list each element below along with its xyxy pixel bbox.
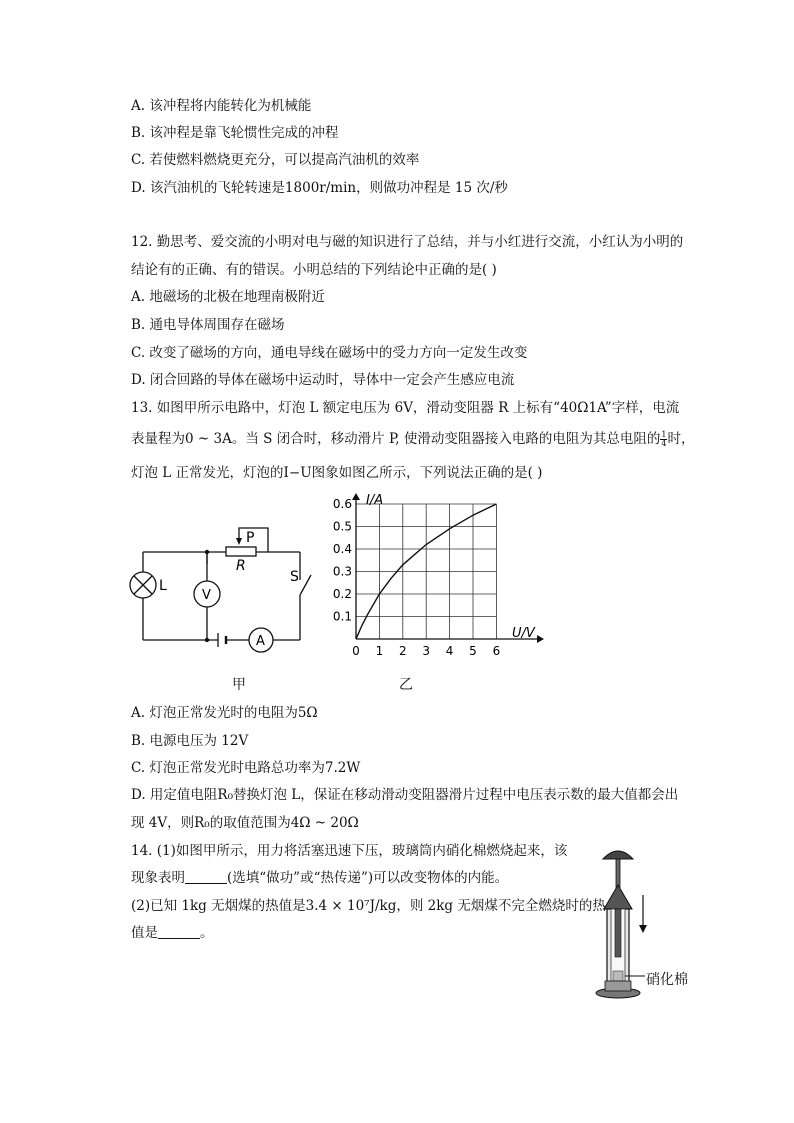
- answer-blank-2[interactable]: [158, 924, 200, 939]
- q14-part1-line1: 14. (1)如图甲所示，用力将活塞迅速下压，玻璃筒内硝化棉燃烧起来，该: [131, 843, 568, 859]
- ammeter-label: A: [256, 634, 265, 649]
- figure-b-caption: 乙: [399, 677, 413, 693]
- q13-stem-line1: 13. 如图甲所示电路中，灯泡 L 额定电压为 6V，滑动变阻器 R 上标有“40Ω1A”字样，电流: [131, 400, 680, 416]
- q13-option-a: A. 灯泡正常发光时的电阻为5Ω: [131, 705, 318, 721]
- x-tick-label: 6: [492, 644, 501, 658]
- iu-graph: [330, 490, 550, 675]
- q12-option-c: C. 改变了磁场的方向，通电导线在磁场中的受力方向一定发生改变: [131, 345, 528, 361]
- q12-option-b: B. 通电导体周围存在磁场: [131, 317, 285, 333]
- q13-stem-line2: [131, 430, 694, 448]
- circuit-diagram: [128, 520, 328, 660]
- q14-part2-line1: (2)已知 1kg 无烟煤的热值是3.4 × 10⁷J/kg，则 2kg 无烟煤不完全燃烧时的热: [131, 898, 606, 914]
- q12-option-a: A. 地磁场的北极在地理南极附近: [131, 289, 325, 305]
- q14-part2-line2: 值是 。: [131, 925, 214, 941]
- fraction-one-quarter: $\frac{1}{4}$: [661, 430, 667, 448]
- lamp-label: L: [159, 578, 167, 594]
- x-tick-label: 0: [352, 644, 360, 658]
- slider-arrow-icon: [236, 538, 242, 545]
- q11-option-c: C. 若使燃料燃烧更充分，可以提高汽油机的效率: [131, 152, 420, 168]
- x-tick-label: 5: [469, 644, 477, 658]
- piston-knob-icon: [603, 851, 633, 859]
- y-tick-label: 0.2: [332, 587, 352, 601]
- q13-stem-line2-a: 表量程为0 ~ 3A。当 S 闭合时，移动滑片 P, 使滑动变阻器接入电路的电阻为其总电阻的: [131, 431, 661, 447]
- q13-option-c: C. 灯泡正常发光时电路总功率为7.2W: [131, 760, 361, 776]
- x-tick-label: 4: [445, 644, 454, 658]
- switch-label: S: [290, 569, 299, 585]
- x-tick-label: 2: [398, 644, 407, 658]
- lamp-icon: [130, 572, 156, 598]
- q11-option-d: D. 该汽油机的飞轮转速是1800r/min，则做功冲程是 15 次/秒: [131, 180, 508, 196]
- y-tick-label: 0.1: [332, 609, 352, 624]
- q12-stem-line1: 12. 勤思考、爱交流的小明对电与磁的知识进行了总结，并与小红进行交流，小红认为小明的: [131, 234, 684, 250]
- q14-part1-line2: 现象表明 (选填“做功”或“热传递”)可以改变物体的内能。: [131, 870, 509, 886]
- voltmeter-label: V: [202, 588, 211, 603]
- y-tick-label: 0.5: [332, 519, 352, 534]
- device-label: 硝化棉: [646, 972, 688, 988]
- q11-option-b: B. 该冲程是靠飞轮惯性完成的冲程: [131, 125, 339, 141]
- cotton-icon: [613, 971, 623, 981]
- x-tick-label: 1: [375, 644, 384, 658]
- x-tick-label: 3: [422, 644, 431, 658]
- slider-label: P: [246, 530, 255, 546]
- q13-option-d-line2: 现 4V，则R₀的取值范围为4Ω ~ 20Ω: [131, 815, 359, 831]
- q11-option-a: A. 该冲程将内能转化为机械能: [131, 98, 312, 114]
- down-arrow-icon: [639, 925, 647, 933]
- q12-option-d: D. 闭合回路的导体在磁场中运动时，导体中一定会产生感应电流: [131, 372, 515, 388]
- y-tick-label: 0.6: [332, 497, 352, 511]
- y-tick-label: 0.3: [332, 564, 352, 579]
- x-axis-label: U/V: [512, 626, 535, 641]
- y-tick-label: 0.4: [332, 542, 352, 556]
- rheostat-label: R: [236, 558, 246, 574]
- x-axis-arrow-icon: [537, 635, 544, 643]
- q13-stem-line3: 灯泡 L 正常发光，灯泡的I−U图象如图乙所示，下列说法正确的是( ): [131, 465, 543, 481]
- q13-option-d-line1: D. 用定值电阻R₀替换灯泡 L，保证在移动滑动变阻器滑片过程中电压表示数的最大值都会出: [131, 787, 679, 803]
- q13-option-b: B. 电源电压为 12V: [131, 733, 249, 749]
- q12-stem-line2: 结论有的正确、有的错误。小明总结的下列结论中正确的是( ): [131, 262, 497, 278]
- answer-blank-1[interactable]: [185, 869, 227, 884]
- y-axis-label: I/A: [366, 493, 384, 508]
- y-axis-arrow-icon: [352, 493, 360, 500]
- figure-a-caption: 甲: [232, 677, 246, 693]
- q13-stem-line2-b: 时，: [667, 431, 695, 447]
